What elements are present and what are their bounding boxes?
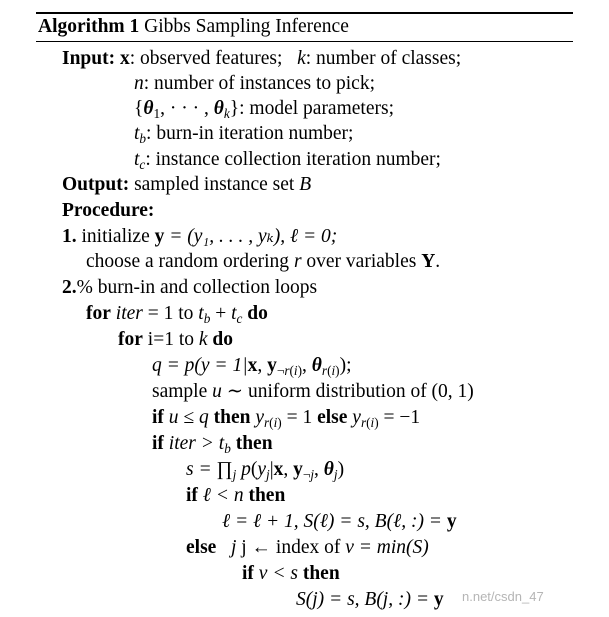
input-keyword: Input:: [62, 48, 116, 69]
if-l-line: if ℓ < n then: [186, 485, 286, 506]
input-line-2: n: number of instances to pick;: [134, 73, 375, 94]
caption-rule: [36, 41, 573, 42]
step1b-line: choose a random ordering r over variables Y.: [86, 251, 441, 272]
step1-line: 1. initialize y = (y₁, . . . , yₖ), ℓ = 0;: [62, 226, 338, 247]
algorithm-caption: [38, 15, 349, 39]
algorithm-title: Gibbs Sampling Inference: [144, 16, 349, 37]
input-line-5: $t_c$: instance collection iteration number;: [134, 149, 441, 172]
else-line: else j j ← index of v = min(S): [186, 537, 429, 558]
q-line: q = p(y = 1|x, $y_{\neg r(i)}$, $\theta_{r(i)}$);: [152, 355, 352, 378]
final-assign-line: S(j) = s, B(j, :) = y: [296, 589, 444, 610]
x-symbol: x: [120, 48, 130, 69]
assign-l-line: ℓ = ℓ + 1, S(ℓ) = s, B(ℓ, :) = y: [222, 511, 457, 532]
input-line-4: $t_b$: burn-in iteration number;: [134, 123, 354, 146]
algorithm-label: Algorithm 1: [38, 16, 140, 37]
sample-line: sample u ∼ uniform distribution of (0, 1): [152, 381, 474, 402]
k-symbol: k: [297, 48, 306, 69]
s-line: $s = \prod_j$ $p(y_j|x$, $y_{\neg j}$, $\theta_j$): [186, 459, 345, 482]
for-i-line: for i=1 to k do: [118, 329, 234, 350]
if-v-line: if v < s then: [242, 563, 340, 584]
input-line-1: Input: x: observed features; k: number of classes;: [62, 48, 462, 69]
top-rule: [36, 12, 573, 14]
if-iter-line: if iter > $t_b$ then: [152, 433, 273, 456]
output-line: Output: sampled instance set B: [62, 174, 312, 195]
if-u-line: if u ≤ q then $y_{r(i)} = 1$ else $y_{r(i)} = -1$: [152, 407, 421, 430]
for-iter-line: for iter = 1 to $t_b + t_c$ do: [86, 303, 268, 326]
procedure-keyword: Procedure:: [62, 200, 155, 221]
output-keyword: Output:: [62, 174, 130, 195]
step2-line: 2.% burn-in and collection loops: [62, 277, 318, 298]
watermark-text: n.net/csdn_47: [462, 589, 544, 604]
input-line-3: {$\theta_1$, · · · , $\theta_k$}: model parameters;: [134, 98, 394, 121]
